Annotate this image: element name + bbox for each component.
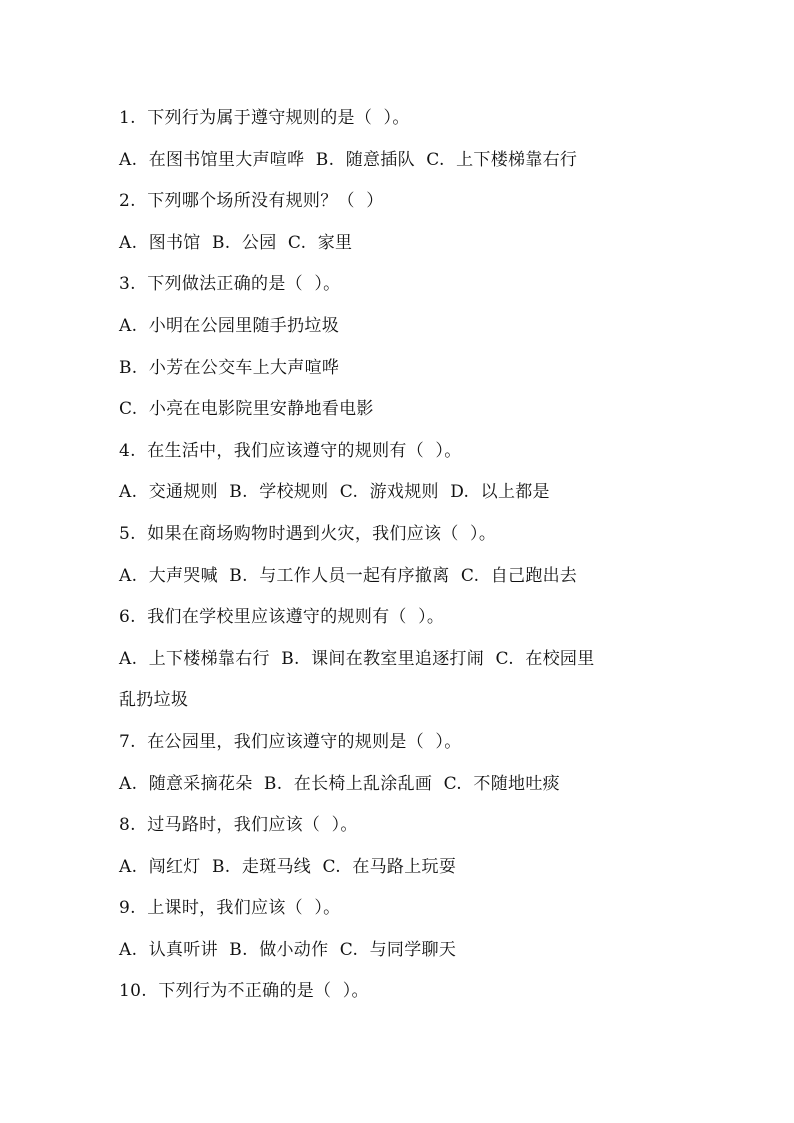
question-4: 4. 在生活中，我们应该遵守的规则有（ ）。 <box>119 440 462 461</box>
question-5-options: A. 大声哭喊 B. 与工作人员一起有序撤离 C. 自己跑出去 <box>119 565 578 586</box>
question-8: 8. 过马路时，我们应该（ ）。 <box>119 815 358 836</box>
question-7: 7. 在公园里，我们应该遵守的规则是（ ）。 <box>119 731 462 752</box>
question-6-options: A. 上下楼梯靠右行 B. 课间在教室里追逐打闹 C. 在校园里 <box>119 648 595 669</box>
question-8-options: A. 闯红灯 B. 走斑马线 C. 在马路上玩耍 <box>119 856 457 877</box>
question-9-options: A. 认真听讲 B. 做小动作 C. 与同学聊天 <box>119 939 457 960</box>
question-10: 10. 下列行为不正确的是（ ）。 <box>119 981 369 1002</box>
question-7-options: A. 随意采摘花朵 B. 在长椅上乱涂乱画 C. 不随地吐痰 <box>119 773 560 794</box>
question-3-option-c: C. 小亮在电影院里安静地看电影 <box>119 399 374 420</box>
question-2-options: A. 图书馆 B. 公园 C. 家里 <box>119 232 353 253</box>
question-3-option-b: B. 小芳在公交车上大声喧哗 <box>119 357 340 378</box>
question-2: 2. 下列哪个场所没有规则？（ ） <box>119 191 384 212</box>
question-list <box>119 104 719 1019</box>
question-9: 9. 上课时，我们应该（ ）。 <box>119 898 341 919</box>
question-1-options: A. 在图书馆里大声喧哗 B. 随意插队 C. 上下楼梯靠右行 <box>119 149 578 170</box>
question-6-options-continued: 乱扔垃圾 <box>119 690 189 711</box>
question-5: 5. 如果在商场购物时遇到火灾，我们应该（ ）。 <box>119 523 497 544</box>
question-1: 1. 下列行为属于遵守规则的是（ ）。 <box>119 108 410 128</box>
question-3: 3. 下列做法正确的是（ ）。 <box>119 274 341 295</box>
question-6: 6. 我们在学校里应该遵守的规则有（ ）。 <box>119 607 445 628</box>
question-3-option-a: A. 小明在公园里随手扔垃圾 <box>119 315 339 336</box>
question-4-options: A. 交通规则 B. 学校规则 C. 游戏规则 D. 以上都是 <box>119 482 550 503</box>
